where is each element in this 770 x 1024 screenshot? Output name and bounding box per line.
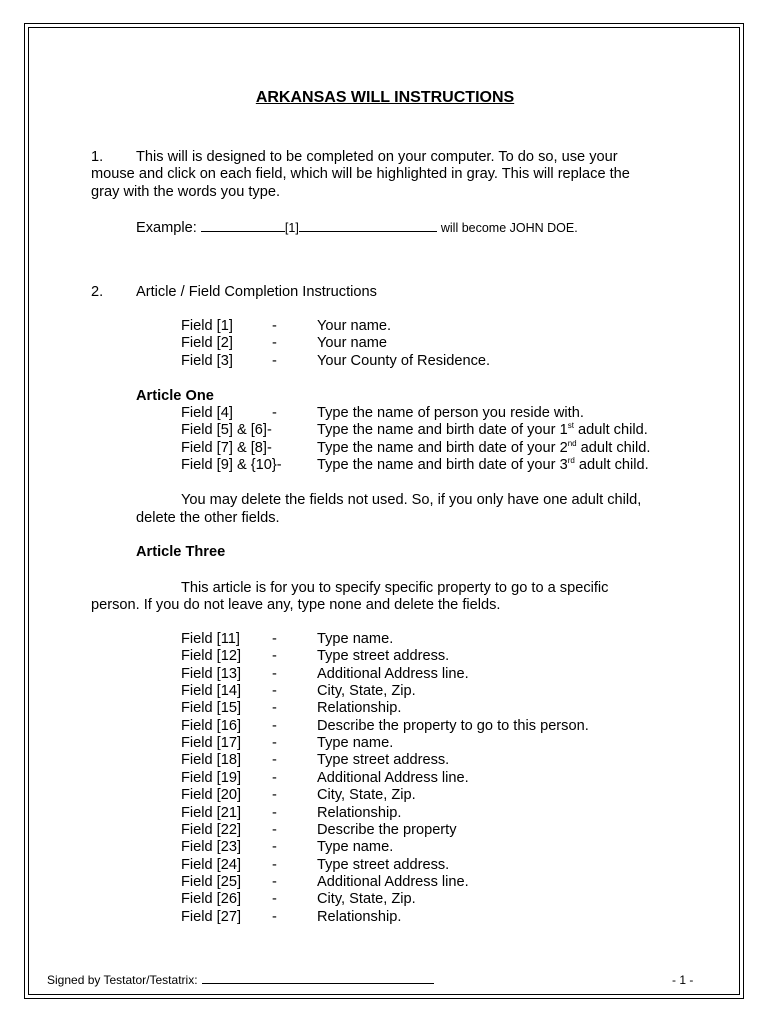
description-tail: adult child. xyxy=(576,439,651,456)
page-number: - 1 - xyxy=(672,973,694,987)
field-description: Type the name of person you reside with. xyxy=(317,405,584,421)
field-description: City, State, Zip. xyxy=(317,787,416,804)
section-1-line-3: gray with the words you type. xyxy=(91,184,280,200)
field-dash: - xyxy=(272,700,277,717)
field-description: Type street address. xyxy=(317,752,450,769)
example-field-marker[interactable]: [1] xyxy=(284,221,299,235)
field-dash: - xyxy=(272,683,277,700)
field-dash: - xyxy=(272,856,277,873)
description-text: Type the name and birth date of your 1 xyxy=(317,422,568,439)
field-description: Your name xyxy=(317,335,388,352)
field-label: Field [22] xyxy=(181,821,242,838)
article-three-intro-line-1: This article is for you to specify specific property to go to a specific xyxy=(181,580,609,596)
field-description: Type name. xyxy=(317,839,394,856)
field-label: Field [20] xyxy=(181,787,242,804)
article-one-heading: Article One xyxy=(136,388,214,404)
field-label: Field [14] xyxy=(181,683,242,700)
field-dash: - xyxy=(272,908,277,925)
field-label: Field [4] xyxy=(181,405,233,421)
field-dash: - xyxy=(272,821,277,838)
field-description: City, State, Zip. xyxy=(317,683,416,700)
field-description: Describe the property to go to this person. xyxy=(317,717,589,734)
footer-signature xyxy=(47,973,434,987)
ordinal-suffix: st xyxy=(567,421,574,431)
field-label: Field [16] xyxy=(181,717,242,734)
example-label: Example: xyxy=(136,220,197,236)
section-2-heading: Article / Field Completion Instructions xyxy=(136,284,377,300)
field-dash: - xyxy=(272,318,277,334)
example-line xyxy=(136,219,578,238)
field-dash: - xyxy=(272,717,277,734)
section-2-number: 2. xyxy=(91,284,104,300)
field-dash: - xyxy=(272,648,277,665)
field-label: Field [27] xyxy=(181,908,242,925)
field-dash: - xyxy=(272,839,277,856)
field-label: Field [13] xyxy=(181,665,242,682)
field-dash: - xyxy=(272,752,277,769)
field-label: Field [19] xyxy=(181,769,242,786)
field-label: Field [21] xyxy=(181,804,242,821)
field-description: Type name. xyxy=(317,735,394,752)
field-label: Field [3] xyxy=(181,352,233,369)
field-label: Field [2] xyxy=(181,335,233,352)
section-1-line-2: mouse and click on each field, which will be highlighted in gray. This will replace the xyxy=(91,166,630,182)
field-label: Field [24] xyxy=(181,856,242,873)
ordinal-suffix: rd xyxy=(567,456,575,466)
field-dash: - xyxy=(272,769,277,786)
example-underline-right xyxy=(299,219,437,232)
field-label: Field [5] & [6]- xyxy=(181,422,272,439)
ordinal-suffix: nd xyxy=(567,438,577,448)
article-one-note-line-1: You may delete the fields not used. So, if you only have one adult child, xyxy=(181,492,642,508)
field-dash: - xyxy=(272,335,277,352)
field-label: Field [7] & [8]- xyxy=(181,439,272,456)
field-description: Additional Address line. xyxy=(317,769,469,786)
field-description: Relationship. xyxy=(317,804,402,821)
description-tail: adult child. xyxy=(573,422,648,439)
field-description: Your County of Residence. xyxy=(317,352,491,369)
article-one-note-line-2: delete the other fields. xyxy=(136,510,280,526)
field-description: Additional Address line. xyxy=(317,873,469,890)
field-dash: - xyxy=(272,804,277,821)
description-text: Type the name and birth date of your 3 xyxy=(317,457,568,474)
field-description: Relationship. xyxy=(317,908,402,925)
section-1-line-1: This will is designed to be completed on your computer. To do so, use your xyxy=(136,149,618,165)
article-three-heading: Article Three xyxy=(136,544,226,560)
field-label: Field [26] xyxy=(181,891,242,908)
field-description xyxy=(317,422,648,440)
field-dash: - xyxy=(272,873,277,890)
field-label: Field [18] xyxy=(181,752,242,769)
field-description: Additional Address line. xyxy=(317,665,469,682)
description-text: Type the name and birth date of your 2 xyxy=(317,439,568,456)
field-description: Your name. xyxy=(317,318,392,334)
page-title: ARKANSAS WILL INSTRUCTIONS xyxy=(255,89,515,106)
example-underline-left xyxy=(201,219,285,232)
field-dash: - xyxy=(272,735,277,752)
field-label: Field [9] & {10}- xyxy=(181,457,282,474)
field-label: Field [15] xyxy=(181,700,242,717)
field-label: Field [12] xyxy=(181,648,242,665)
field-dash: - xyxy=(272,787,277,804)
field-description: Type street address. xyxy=(317,648,450,665)
section-1-number: 1. xyxy=(91,149,104,165)
field-description: City, State, Zip. xyxy=(317,891,416,908)
field-description: Type street address. xyxy=(317,856,450,873)
field-label: Field [1] xyxy=(181,318,233,334)
field-label: Field [11] xyxy=(181,631,240,647)
field-dash: - xyxy=(272,352,277,369)
example-result: will become JOHN DOE. xyxy=(440,221,578,235)
field-dash: - xyxy=(272,405,277,421)
field-description xyxy=(317,457,649,475)
field-dash: - xyxy=(272,631,277,647)
field-description: Describe the property xyxy=(317,821,457,838)
field-label: Field [23] xyxy=(181,839,242,856)
field-description xyxy=(317,440,650,458)
field-description: Type name. xyxy=(317,631,394,647)
description-tail: adult child. xyxy=(574,457,649,474)
field-dash: - xyxy=(272,665,277,682)
field-description: Relationship. xyxy=(317,700,402,717)
field-dash: - xyxy=(272,891,277,908)
field-label: Field [17] xyxy=(181,735,242,752)
signature-line[interactable] xyxy=(202,973,434,984)
field-label: Field [25] xyxy=(181,873,242,890)
article-three-intro-line-2: person. If you do not leave any, type none and delete the fields. xyxy=(91,597,501,613)
signed-by-label: Signed by Testator/Testatrix: xyxy=(47,973,198,987)
